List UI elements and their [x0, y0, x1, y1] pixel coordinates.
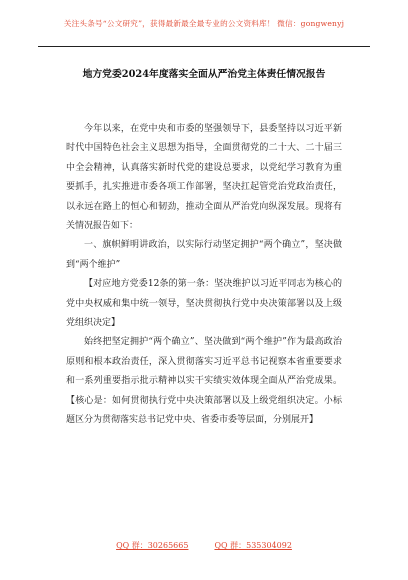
annotation-paragraph: 【对应地方党委12条的第一条：坚决维护以习近平同志为核心的党中央权威和集中统一领导，坚决贯彻执行党中央决策部署以及上级党组织决定】: [66, 279, 342, 329]
document-body: [66, 120, 342, 431]
document-title: 地方党委2024年度落实全面从严治党主体责任情况报告: [82, 69, 326, 80]
intro-paragraph: 今年以来，在党中央和市委的坚强领导下，县委坚持以习近平新时代中国特色社会主义思想为指导，全面贯彻党的二十大、二十届三中全会精神，认真落实新时代党的建设总要求，以党纪学习教育为重要抓手，扎实推进市委各项工作部署，坚决扛起管党治党政治责任，以永远在路上的恒心和韧劲，推动全面从严治党向纵深发展。现将有关情况报告如下：: [66, 124, 342, 232]
header-divider: [38, 46, 370, 47]
body-paragraph: 始终把坚定拥护“两个确立”、坚决做到“两个维护”作为最高政治原则和根本政治责任，深入贯彻落实习近平总书记视察本省重要要求和一系列重要指示批示精神以实干实绩实效体现全面从严治党成果。【核心是：如何贯彻执行党中央决策部署以及上级党组织决定。小标题区分为贯彻落实总书记党中央、省委市委等层面，分别展开】: [66, 337, 342, 426]
promo-header: 关注头条号“公文研究”，获得最新最全最专业的公文资料库！ 微信：gongwenyj: [63, 19, 345, 28]
qq-group-link-1[interactable]: QQ 群：30265665: [116, 541, 189, 550]
qq-footer: [0, 540, 408, 551]
qq-group-link-2[interactable]: QQ 群：535304092: [214, 541, 292, 550]
section-heading: 一、旗帜鲜明讲政治，以实际行动坚定拥护“两个确立”，坚决做到“两个维护”: [66, 240, 342, 270]
